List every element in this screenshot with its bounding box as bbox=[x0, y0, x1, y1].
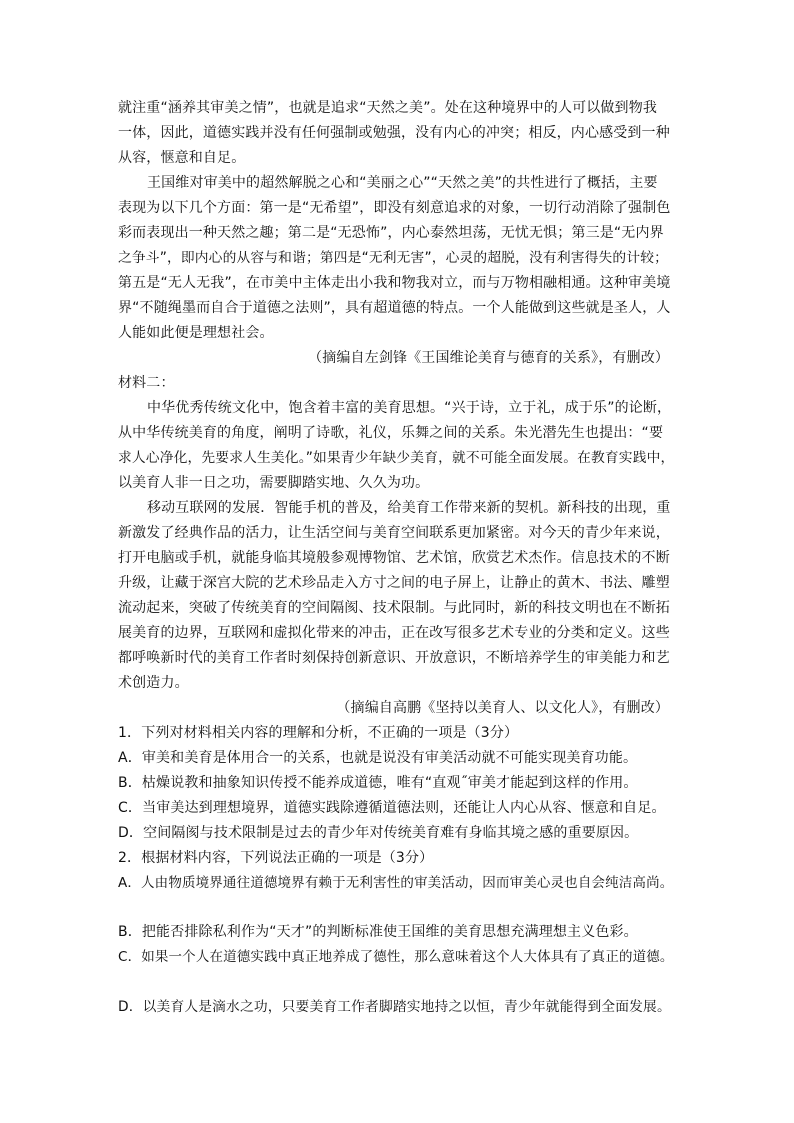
paragraph-line: 升级，让藏于深宫大院的艺术珍品走入方寸之间的电子屏上，让静止的黄木、书法、雕塑 bbox=[118, 575, 670, 591]
paragraph-line: 之争斗”，即内心的从容与和谐；第四是“无利无害”，心灵的超脱，没有利害得失的计较； bbox=[118, 250, 669, 266]
answer-option: D．空间隔阂与技术限制是过去的青少年对传统美育难有身临其境之感的重要原因。 bbox=[118, 825, 639, 841]
paragraph-line: 展美育的边界，互联网和虚拟化带来的冲击，正在改写很多艺术专业的分类和定义。这些 bbox=[118, 625, 670, 641]
paragraph-line: 人能如此便是理想社会。 bbox=[118, 325, 274, 341]
answer-option: B．把能否排除私利作为“天才”的判断标准使王国维的美育思想充满理想主义色彩。 bbox=[118, 924, 638, 940]
answer-option: C．当审美达到理想境界，道德实践除遵循道德法则，还能让人内心从容、惬意和自足。 bbox=[118, 800, 666, 816]
answer-option: A．人由物质境界通往道德境界有赖于无利害性的审美活动，因而审美心灵也自会纯洁高尚。 bbox=[118, 875, 674, 891]
question-stem: 1．下列对材料相关内容的理解和分析，不正确的一项是（3分） bbox=[118, 725, 519, 741]
source-citation: （摘编自高鹏《坚持以美育人、以文化人》，有删改） bbox=[336, 700, 669, 716]
paragraph-line: 中华优秀传统文化中，饱含着丰富的美育思想。“兴于诗，立于礼，成于乐”的论断， bbox=[147, 400, 672, 416]
paragraph-line: 流动起来，突破了传统美育的空间隔阂、技术限制。与此同时，新的科技文明也在不断拓 bbox=[118, 600, 670, 616]
paragraph-line: 表现为以下几个方面：第一是“无希望”，即没有刻意追求的对象，一切行动消除了强制色 bbox=[118, 200, 671, 216]
answer-option: B．枯燥说教和抽象知识传授不能养成道德，唯有“直观˝审美才能起到这样的作用。 bbox=[118, 775, 638, 791]
paragraph-line: 都呼唤新时代的美育工作者时刻保持创新意识、开放意识，不断培养学生的审美能力和艺 bbox=[118, 650, 670, 666]
paragraph-line: 第五是“无人无我”，在市美中主体走出小我和物我对立，而与万物相融相通。这种审美境 bbox=[118, 275, 671, 291]
section-heading: 材料二： bbox=[118, 375, 175, 391]
paragraph-line: 求人心净化，先要求人生美化。”如果青少年缺少美育，就不可能全面发展。在教育实践中， bbox=[118, 450, 675, 466]
source-citation: （摘编自左剑锋《王国维论美育与德育的关系》，有删改） bbox=[308, 350, 669, 366]
paragraph-line: 打开电脑或手机，就能身临其境般参观博物馆、艺术馆，欣赏艺术杰作。信息技术的不断 bbox=[118, 550, 670, 566]
question-stem: 2．根据材料内容，下列说法正确的一项是（3分） bbox=[118, 850, 434, 866]
paragraph-line: 就注重“涵养其审美之情”，也就是追求“天然之美”。处在这种境界中的人可以做到物我 bbox=[118, 100, 658, 116]
paragraph-line: 一体，因此，道德实践并没有任何强制或勉强，没有内心的冲突；相反，内心感受到一种 bbox=[118, 125, 670, 141]
paragraph-line: 王国维对审美中的超然解脱之心和“美丽之心”“天然之美”的共性进行了概括，主要 bbox=[147, 175, 658, 191]
paragraph-line: 以美育人非一日之功，需要脚踏实地、久久为功。 bbox=[118, 475, 430, 491]
paragraph-line: 术创造力。 bbox=[118, 675, 189, 691]
answer-option: C．如果一个人在道德实践中真正地养成了德性，那么意味着这个人大体具有了真正的道德。 bbox=[118, 949, 674, 965]
paragraph-line: 移动互联网的发展．智能手机的普及，给美育工作带来新的契机。新科技的出现，重 bbox=[147, 500, 671, 516]
answer-option: A．审美和美育是体用合一的关系，也就是说没有审美活动就不可能实现美育功能。 bbox=[118, 750, 638, 766]
paragraph-line: 界“不随绳墨而自合于道德之法则”，具有超道德的特点。一个人能做到这些就是圣人，人 bbox=[118, 300, 671, 316]
paragraph-line: 从中华传统美育的角度，阐明了诗歌，礼仪，乐舞之间的关系。朱光潜先生也提出：“要 bbox=[118, 425, 664, 441]
answer-option: D．以美育人是滴水之功，只要美育工作者脚踏实地持之以恒，青少年就能得到全面发展。 bbox=[118, 999, 671, 1015]
paragraph-line: 彩而表现出一种天然之趣；第二是“无恐怖”，内心泰然坦荡，无忧无惧；第三是“无内界 bbox=[118, 225, 664, 241]
paragraph-line: 新激发了经典作品的活力，让生活空间与美育空间联系更加紧密。对今天的青少年来说， bbox=[118, 525, 670, 541]
paragraph-line: 从容，惬意和自足。 bbox=[118, 150, 246, 166]
